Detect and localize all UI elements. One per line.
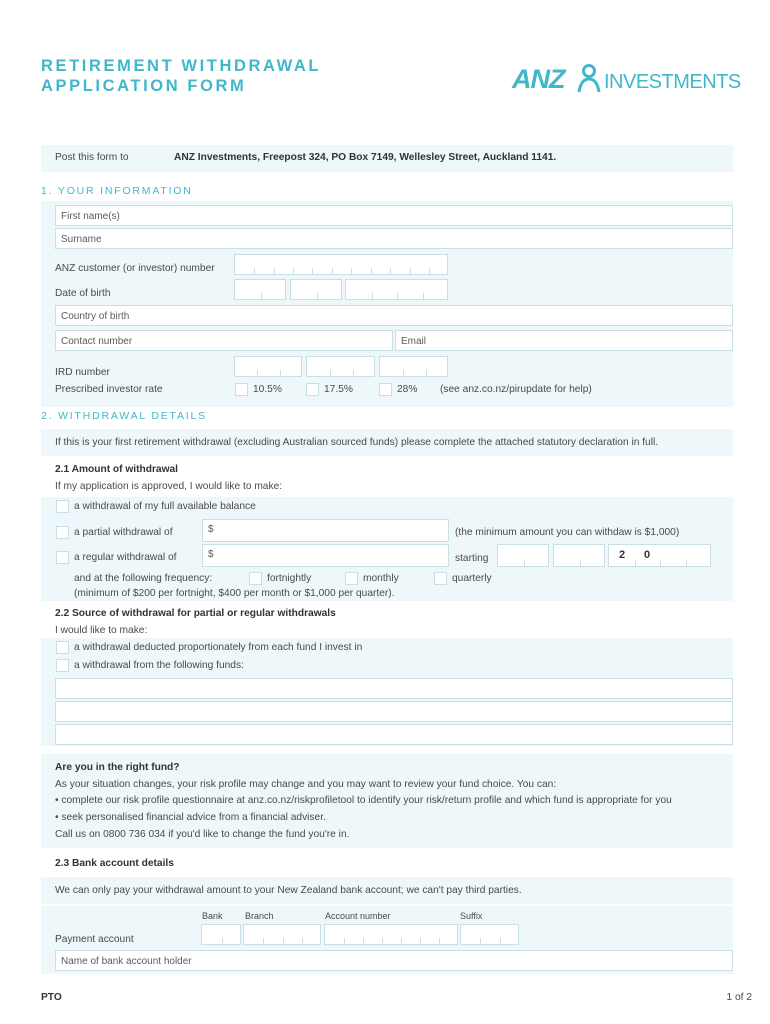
start-month-field[interactable]	[553, 544, 605, 567]
frequency-label: and at the following frequency:	[74, 573, 213, 584]
suffix-col-label: Suffix	[460, 911, 483, 921]
ird-part2-field[interactable]	[306, 356, 375, 377]
account-holder-field[interactable]	[55, 950, 733, 971]
email-label: Email	[401, 336, 427, 347]
logo-anz-text: ANZ	[512, 64, 565, 94]
account-number-field[interactable]	[324, 924, 458, 945]
section2-heading: 2. WITHDRAWAL DETAILS	[41, 410, 207, 422]
form-title-line2: APPLICATION FORM	[41, 77, 247, 95]
dob-label: Date of birth	[55, 288, 111, 299]
ird-part1-field[interactable]	[234, 356, 302, 377]
quarterly-label: quarterly	[452, 573, 492, 584]
customer-number-label: ANZ customer (or investor) number	[55, 263, 215, 274]
anz-investments-logo	[508, 62, 741, 98]
dob-day-field[interactable]	[234, 279, 286, 300]
proportional-checkbox[interactable]	[56, 641, 69, 654]
starting-label: starting	[455, 553, 489, 564]
bank-note: We can only pay your withdrawal amount to your New Zealand bank account; we can't pay third parties.	[55, 885, 522, 896]
from-funds-checkbox[interactable]	[56, 659, 69, 672]
post-address-band	[41, 145, 733, 172]
right-fund-line4: Call us on 0800 736 034 if you'd like to change the fund you're in.	[55, 829, 350, 840]
right-fund-heading: Are you in the right fund?	[55, 762, 180, 773]
logo-investments-text: INVESTMENTS	[604, 71, 741, 93]
quarterly-checkbox[interactable]	[434, 572, 447, 585]
monthly-label: monthly	[363, 573, 399, 584]
proportional-label: a withdrawal deducted proportionately from each fund I invest in	[74, 642, 363, 653]
pir-17-5-checkbox[interactable]	[306, 383, 319, 396]
dob-year-field[interactable]	[345, 279, 448, 300]
fortnightly-checkbox[interactable]	[249, 572, 262, 585]
fund-line-1-field[interactable]	[55, 678, 733, 699]
fortnightly-label: fortnightly	[267, 573, 312, 584]
s22-heading: 2.2 Source of withdrawal for partial or regular withdrawals	[55, 608, 336, 619]
partial-amount-field[interactable]	[202, 519, 449, 542]
ird-part3-field[interactable]	[379, 356, 448, 377]
pir-17-5-label: 17.5%	[324, 384, 353, 395]
account-holder-label: Name of bank account holder	[61, 956, 192, 967]
customer-number-field[interactable]	[234, 254, 448, 275]
pto-label: PTO	[41, 992, 62, 1003]
regular-withdrawal-checkbox[interactable]	[56, 551, 69, 564]
regular-withdrawal-label: a regular withdrawal of	[74, 552, 177, 563]
country-of-birth-label: Country of birth	[61, 311, 130, 322]
partial-dollar-sign: $	[208, 524, 214, 535]
fund-line-2-field[interactable]	[55, 701, 733, 722]
surname-label: Surname	[61, 234, 102, 245]
pir-help-text: (see anz.co.nz/pirupdate for help)	[440, 384, 592, 395]
monthly-checkbox[interactable]	[345, 572, 358, 585]
start-year-digit2: 0	[644, 549, 651, 561]
s21-intro: If my application is approved, I would like to make:	[55, 481, 283, 492]
pir-10-5-checkbox[interactable]	[235, 383, 248, 396]
post-address: ANZ Investments, Freepost 324, PO Box 7149, Wellesley Street, Auckland 1141.	[174, 152, 557, 163]
account-number-col-label: Account number	[325, 911, 391, 921]
page-number: 1 of 2	[726, 992, 752, 1003]
country-of-birth-field[interactable]	[55, 305, 733, 326]
full-balance-checkbox[interactable]	[56, 500, 69, 513]
pir-28-label: 28%	[397, 384, 418, 395]
full-balance-label: a withdrawal of my full available balance	[74, 501, 256, 512]
from-funds-label: a withdrawal from the following funds:	[74, 660, 244, 671]
s22-intro: I would like to make:	[55, 625, 148, 636]
regular-amount-field[interactable]	[202, 544, 449, 567]
first-names-field[interactable]	[55, 205, 733, 226]
regular-dollar-sign: $	[208, 549, 214, 560]
surname-field[interactable]	[55, 228, 733, 249]
email-field[interactable]	[395, 330, 733, 351]
suffix-field[interactable]	[460, 924, 519, 945]
start-day-field[interactable]	[497, 544, 549, 567]
post-prefix: Post this form to	[55, 152, 129, 163]
first-names-label: First name(s)	[61, 211, 120, 222]
ird-number-label: IRD number	[55, 367, 110, 378]
bank-col-label: Bank	[202, 911, 223, 921]
right-fund-line1: As your situation changes, your risk profile may change and you may want to review your fund choice. You can:	[55, 779, 557, 790]
s21-heading: 2.1 Amount of withdrawal	[55, 464, 179, 475]
partial-withdrawal-checkbox[interactable]	[56, 526, 69, 539]
contact-number-label: Contact number	[61, 336, 133, 347]
branch-col-label: Branch	[245, 911, 274, 921]
contact-number-field[interactable]	[55, 330, 393, 351]
section1-heading: 1. YOUR INFORMATION	[41, 185, 193, 197]
minimum-amount-note: (the minimum amount you can withdaw is $1,000)	[455, 527, 680, 538]
start-year-field[interactable]	[608, 544, 711, 567]
fund-line-3-field[interactable]	[55, 724, 733, 745]
right-fund-info-box	[41, 754, 733, 848]
frequency-minimum-note: (minimum of $200 per fortnight, $400 per month or $1,000 per quarter).	[74, 588, 395, 599]
right-fund-line3: • seek personalised financial advice from a financial adviser.	[55, 812, 326, 823]
form-title	[41, 56, 321, 96]
bank-note-band	[41, 877, 733, 904]
declaration-notice-band	[41, 429, 733, 456]
bank-heading: 2.3 Bank account details	[55, 858, 174, 869]
pir-10-5-label: 10.5%	[253, 384, 282, 395]
form-title-line1: RETIREMENT WITHDRAWAL	[41, 57, 322, 75]
partial-withdrawal-label: a partial withdrawal of	[74, 527, 173, 538]
declaration-notice: If this is your first retirement withdrawal (excluding Australian sourced funds) please complete the attached statutory declaration in full.	[55, 437, 659, 448]
right-fund-line2: • complete our risk profile questionnaire at anz.co.nz/riskprofiletool to identify your risk/return profile and which fund is appropriate for you	[55, 795, 672, 806]
pir-label: Prescribed investor rate	[55, 384, 163, 395]
pir-28-checkbox[interactable]	[379, 383, 392, 396]
logo-person-icon	[576, 64, 602, 94]
bank-code-field[interactable]	[201, 924, 241, 945]
branch-code-field[interactable]	[243, 924, 321, 945]
payment-account-label: Payment account	[55, 934, 134, 945]
dob-month-field[interactable]	[290, 279, 342, 300]
start-year-digit1: 2	[619, 549, 626, 561]
